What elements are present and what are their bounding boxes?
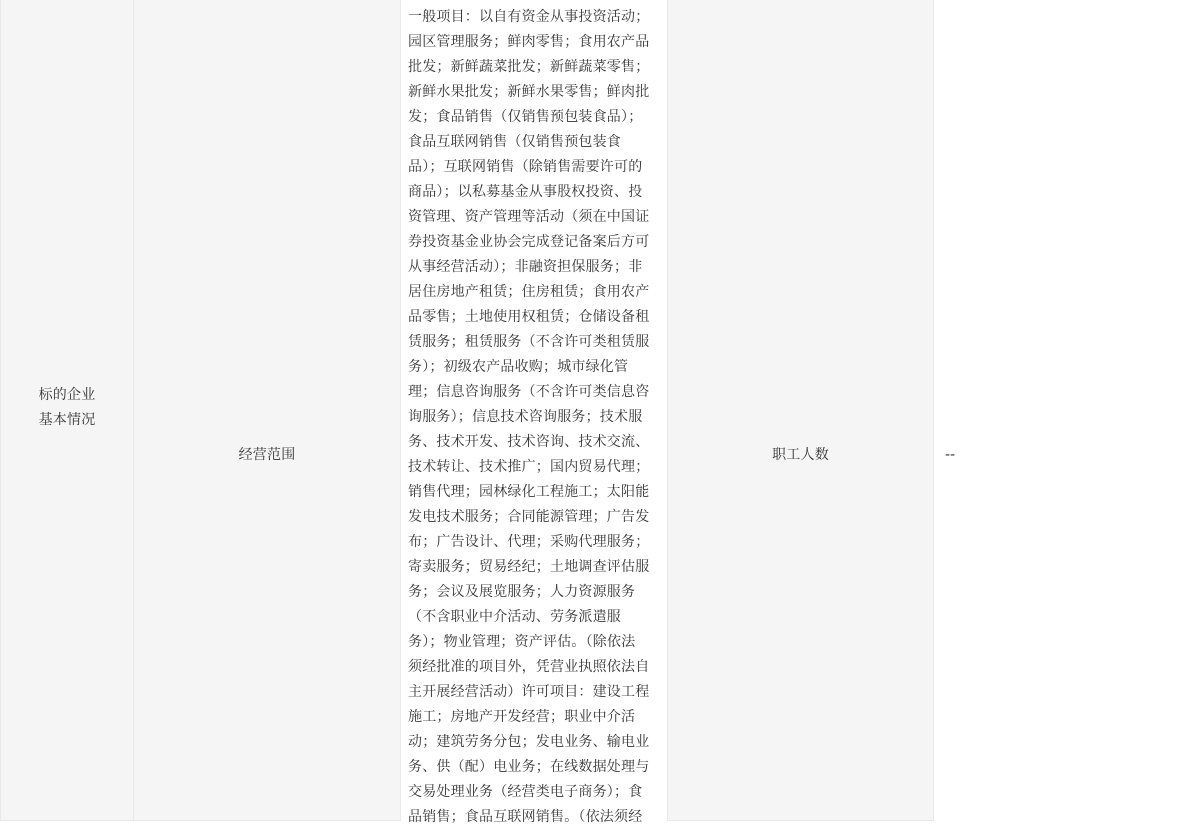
- group-header-cell: [0, 0, 134, 821]
- business-scope-text-line: 务）；初级农产品收购；城市绿化管: [408, 359, 629, 375]
- business-scope-label: 经营范围: [238, 447, 296, 463]
- business-scope-text-line: （不含职业中介活动、劳务派遣服: [408, 609, 621, 625]
- business-scope-text-line: 技术转让、技术推广；国内贸易代理；: [408, 459, 650, 475]
- business-scope-text-line: 动；建筑劳务分包；发电业务、输电业: [408, 734, 650, 750]
- business-scope-text-line: 寄卖服务；贸易经纪；土地调查评估服: [408, 559, 650, 575]
- business-scope-text-line: 须经批准的项目外，凭营业执照依法自: [408, 659, 650, 675]
- business-scope-text-line: 理；信息咨询服务（不含许可类信息咨: [408, 384, 650, 400]
- employee-count-value: --: [945, 447, 956, 463]
- business-scope-text-line: 布；广告设计、代理；采购代理服务；: [408, 534, 650, 550]
- business-scope-text-line: 品）；互联网销售（除销售需要许可的: [408, 159, 643, 175]
- business-scope-text-line: 资管理、资产管理等活动（须在中国证: [408, 209, 650, 225]
- group-header-label: [1, 383, 133, 433]
- business-scope-text-line: 批发；新鲜蔬菜批发；新鲜蔬菜零售；: [408, 59, 650, 75]
- business-scope-text-line: 务）；物业管理；资产评估。（除依法: [408, 634, 636, 650]
- business-scope-text-line: 询服务）；信息技术咨询服务；技术服: [408, 409, 643, 425]
- group-header-label-line: 标的企业: [38, 387, 96, 403]
- employee-count-label: 职工人数: [772, 447, 829, 463]
- business-scope-text-line: 主开展经营活动）许可项目：建设工程: [408, 684, 650, 700]
- business-scope-text-line: 交易处理业务（经营类电子商务）；食: [408, 784, 643, 800]
- business-scope-text-line: 务；会议及展览服务；人力资源服务: [408, 584, 636, 600]
- business-scope-value-cell: [401, 0, 667, 830]
- business-scope-text-line: 园区管理服务；鲜肉零售；食用农产品: [408, 34, 650, 50]
- business-scope-text-line: 务、供（配）电业务；在线数据处理与: [408, 759, 650, 775]
- business-scope-text-line: 一般项目：以自有资金从事投资活动；: [408, 9, 650, 25]
- business-scope-text-line: 发电技术服务；合同能源管理；广告发: [408, 509, 650, 525]
- business-scope-label-cell: [134, 0, 401, 821]
- business-scope-text-line: 施工；房地产开发经营；职业中介活: [408, 709, 636, 725]
- business-scope-text-line: 券投资基金业协会完成登记备案后方可: [408, 234, 650, 250]
- group-header-label-line: 基本情况: [38, 412, 96, 428]
- business-scope-text-line: 品销售；食品互联网销售。（依法须经: [408, 809, 643, 825]
- employee-count-value-cell: [934, 0, 1203, 830]
- business-scope-text-line: 务、技术开发、技术咨询、技术交流、: [408, 434, 650, 450]
- business-scope-text-line: 发；食品销售（仅销售预包装食品）；: [408, 109, 643, 125]
- business-scope-text-line: 赁服务；租赁服务（不含许可类租赁服: [408, 334, 650, 350]
- employee-count-label-cell: [667, 0, 934, 821]
- business-scope-text-line: 居住房地产租赁；住房租赁；食用农产: [408, 284, 650, 300]
- business-scope-text-line: 品零售；土地使用权租赁；仓储设备租: [408, 309, 650, 325]
- business-scope-text-line: 从事经营活动）；非融资担保服务；非: [408, 259, 643, 275]
- business-scope-text-line: 食品互联网销售（仅销售预包装食: [408, 134, 621, 150]
- business-scope-text-line: 商品）；以私募基金从事股权投资、投: [408, 184, 643, 200]
- business-scope-text-line: 新鲜水果批发；新鲜水果零售；鲜肉批: [408, 84, 650, 100]
- business-scope-text-line: 销售代理；园林绿化工程施工；太阳能: [408, 484, 650, 500]
